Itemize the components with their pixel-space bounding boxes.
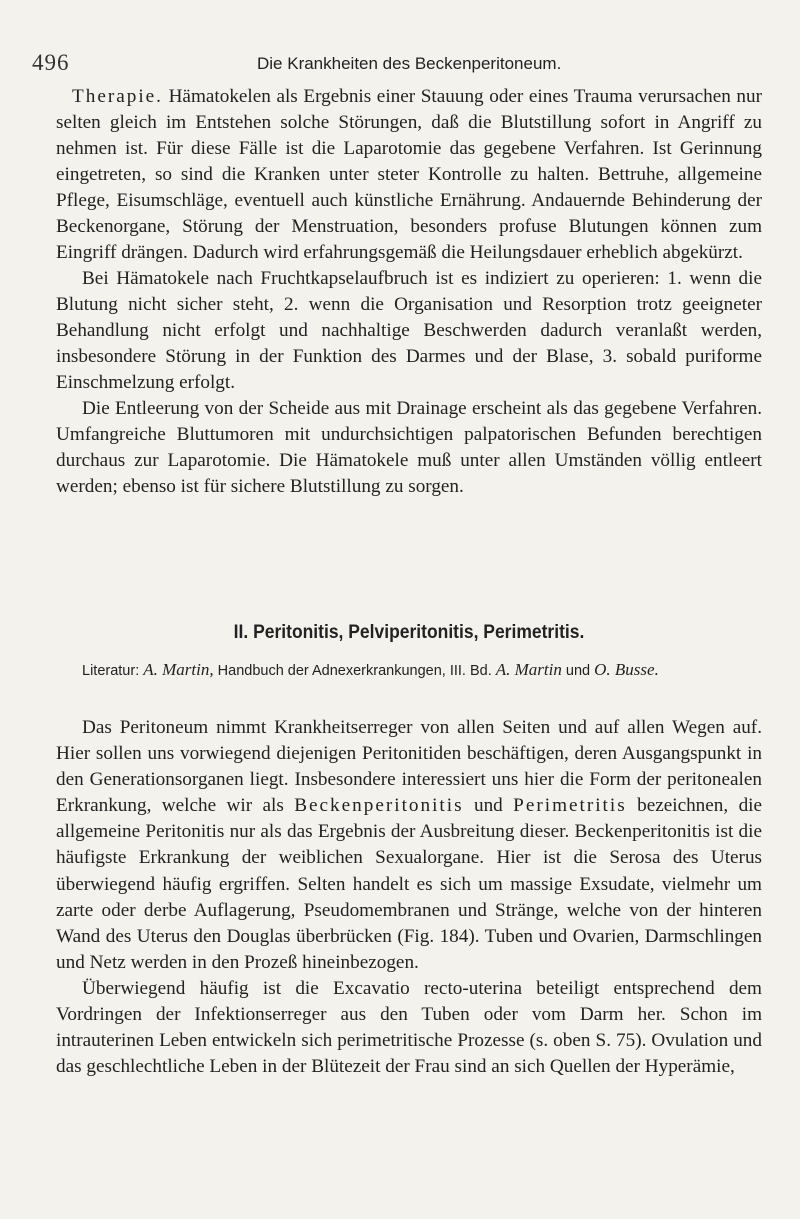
therapy-text bbox=[56, 84, 762, 500]
running-head: Die Krankheiten des Beckenperitoneum. bbox=[257, 54, 562, 73]
therapy-paragraph-2: Bei Hämatokele nach Fruchtkapselaufbruch ist es indiziert zu operieren: 1. wenn die Blutung nicht sicher steht, 2. wenn die Organisation und Resorption trotz geeigneter Behandlung nicht erfolgt und nachhaltige Beschwerden dadurch veranlaßt werden, insbesondere Störung in der Funktion des Darmes und der Blase, 3. sobald puriforme Einschmelzung erfolgt. bbox=[56, 268, 762, 393]
therapy-paragraph-1 bbox=[56, 84, 762, 266]
section-paragraph-1-c: bezeichnen, die allgemeine Peritonitis nur als das Ergebnis der Ausbreitung dieser. Beckenperitonitis ist die häufigste Erkrankung der weiblichen Sexualorgane. Hier ist die Serosa des Uterus überwiegend häufig ergriffen. Selten handelt es sich um massige Exsudate, vielmehr um zarte oder derbe Auflagerung, Pseudomembranen und Stränge, welche von der hinteren Wand des Uterus den Douglas überbrücken (Fig. 184). Tuben und Ovarien, Darmschlingen und Netz werden in den Prozeß hineinbezogen. bbox=[56, 795, 763, 973]
literature-work-1: Handbuch der Adnexerkrankungen, III. Bd. bbox=[217, 663, 492, 679]
section-heading: II. Peritonitis, Pelviperitonitis, Perimetritis. bbox=[233, 622, 585, 643]
therapy-lead: Therapie. bbox=[72, 86, 163, 107]
section-paragraph-2: Überwiegend häufig ist die Excavatio recto-uterina beteiligt entsprechend dem Vordringen der Infektionserreger aus den Tuben oder vom Darm her. Schon im intrauterinen Leben entwickeln sich perimetritische Prozesse (s. oben S. 75). Ovulation und das geschlechtliche Leben in der Blütezeit der Frau sind an sich Quellen der Hyperämie, bbox=[56, 977, 762, 1078]
section-text bbox=[56, 715, 762, 1080]
page-number: 496 bbox=[32, 50, 70, 75]
literature-author-1: A. Martin, bbox=[143, 660, 214, 679]
term-perimetritis: Perimetritis bbox=[513, 795, 627, 817]
section-paragraph-1-a: Das Peritoneum nimmt Krankheitserreger von allen Seiten und auf allen Wegen auf. Hier sollen uns vorwiegend diejenigen Peritonitiden beschäftigen, deren Ausgangspunkt in den Generationsorganen liegt. Insbesondere interessiert uns hier die Form der peritonealen Erkrankung, welche wir als bbox=[56, 717, 762, 817]
therapy-paragraph-3: Die Entleerung von der Scheide aus mit Drainage erscheint als das gegebene Verfahren. Umfangreiche Bluttumoren mit undurchsichtigen palpatorischen Befunden berechtigen durchaus zur Laparotomie. Die Hämatokele muß unter allen Umständen völlig entleert werden; ebenso ist für sichere Blutstillung zu sorgen. bbox=[56, 398, 762, 497]
literature-connector: und bbox=[565, 663, 591, 679]
section-paragraph-1 bbox=[56, 715, 762, 976]
literature-label: Literatur: bbox=[82, 663, 140, 679]
term-beckenperitonitis: Beckenperitonitis bbox=[294, 795, 464, 817]
therapy-paragraph-1-text: Hämatokelen als Ergebnis einer Stauung oder eines Trauma verursachen nur selten gleich im Entstehen solche Störungen, daß die Blutstillung sofort in Angriff zu nehmen ist. Für diese Fälle ist die Laparotomie das gegebene Verfahren. Ist Gerinnung eingetreten, so sind die Kranken unter steter Kontrolle zu halten. Bettruhe, allgemeine Pflege, Eisumschläge, eventuell auch künstliche Ernährung. Andauernde Behinderung der Beckenorgane, Störung der Menstruation, besonders profuse Blutungen können zum Eingriff drängen. Dadurch wird erfahrungsgemäß die Heilungsdauer erheblich abgekürzt. bbox=[56, 86, 763, 263]
literature-author-2: A. Martin bbox=[495, 660, 562, 679]
page-header bbox=[32, 50, 772, 80]
literature-reference bbox=[56, 659, 762, 682]
literature-author-3: O. Busse. bbox=[594, 660, 659, 679]
section-paragraph-1-b: und bbox=[473, 795, 503, 817]
